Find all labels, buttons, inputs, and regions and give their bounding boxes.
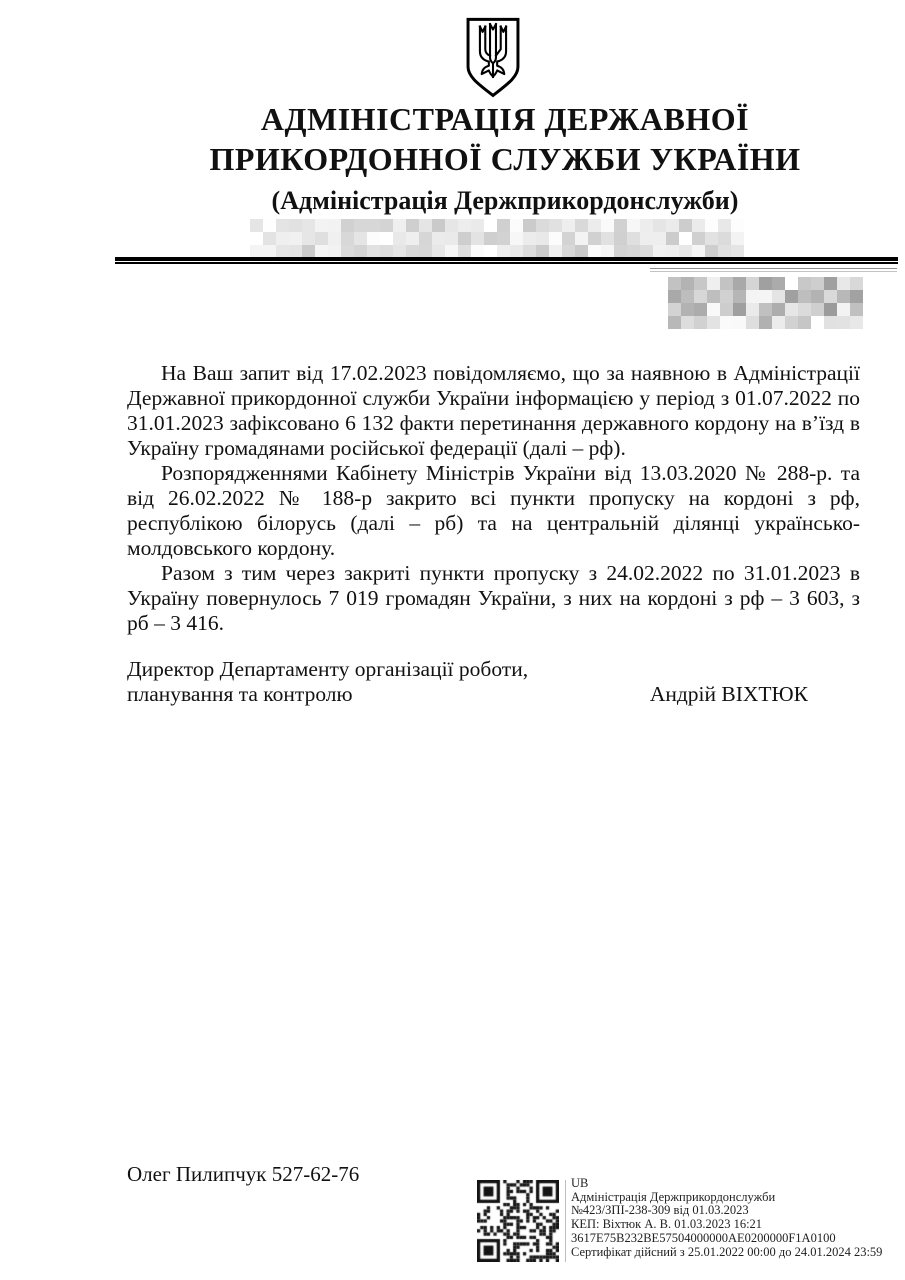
redacted-recipient-block — [668, 277, 863, 333]
executor-contact: Олег Пилипчук 527-62-76 — [127, 1162, 360, 1186]
org-title-line2: ПРИКОРДОННОЇ СЛУЖБИ УКРАЇНИ — [209, 141, 801, 177]
stamp-line-doc-number: №423/ЗПІ-238-309 від 01.03.2023 — [571, 1203, 749, 1218]
stamp-line-org: Адміністрація Держприкордонслужби — [571, 1189, 776, 1204]
scan-artifact-rule — [650, 268, 897, 272]
letterhead-divider-rule — [115, 257, 898, 264]
paragraph-crossings: На Ваш запит від 17.02.2023 повідомляємо, що за наявною в Адміністрації Державної прикордонної служби України інформацією у період з 01.07.2022 по 31.01.2023 зафіксовано 6 132 факти перетинання державного кордону на в’їзд в Україну громадянами російської федерації (далі – рф). — [127, 361, 860, 460]
redacted-address-line — [250, 219, 744, 258]
letter-body — [127, 361, 860, 636]
qr-code — [477, 1180, 559, 1262]
signer-position-line1: Директор Департаменту організації роботи, — [127, 657, 529, 681]
digital-signature-stamp — [477, 1176, 897, 1268]
org-title-line1: АДМІНІСТРАЦІЯ ДЕРЖАВНОЇ — [260, 101, 750, 137]
letterhead — [115, 99, 895, 218]
paragraph-returned-citizens: Разом з тим через закриті пункти пропуску з 24.02.2022 по 31.01.2023 в Україну повернулось 7 019 громадян України, з них на кордоні з рф – 3 603, з рб – 3 416. — [127, 561, 860, 635]
signature-block — [127, 657, 808, 707]
stamp-line-hash: 3617E75B232BE57504000000AE0200000F1A0100 — [571, 1230, 836, 1245]
signer-name: Андрій ВІХТЮК — [649, 682, 808, 706]
stamp-divider — [565, 1180, 566, 1262]
stamp-line-cert-validity: Сертифікат дійсний з 25.01.2022 00:00 до 24.01.2024 23:59 — [571, 1244, 883, 1259]
signer-position-line2: планування та контролю — [127, 682, 353, 706]
ukraine-trident-emblem-icon — [463, 17, 523, 99]
stamp-line-ub: UB — [571, 1176, 589, 1190]
paragraph-closed-checkpoints: Розпорядженнями Кабінету Міністрів України від 13.03.2020 № 288-р. та від 26.02.2022 № 188-р закрито всі пункти пропуску на кордоні з рф, республікою білорусь (далі – рб) та на центральній ділянці українсько-молдовського кордону. — [127, 461, 860, 560]
org-subtitle: (Адміністрація Держприкордонслужби) — [271, 186, 739, 215]
stamp-line-kep: КЕП: Віхтюк А. В. 01.03.2023 16:21 — [571, 1217, 763, 1232]
stamp-text — [571, 1177, 897, 1259]
